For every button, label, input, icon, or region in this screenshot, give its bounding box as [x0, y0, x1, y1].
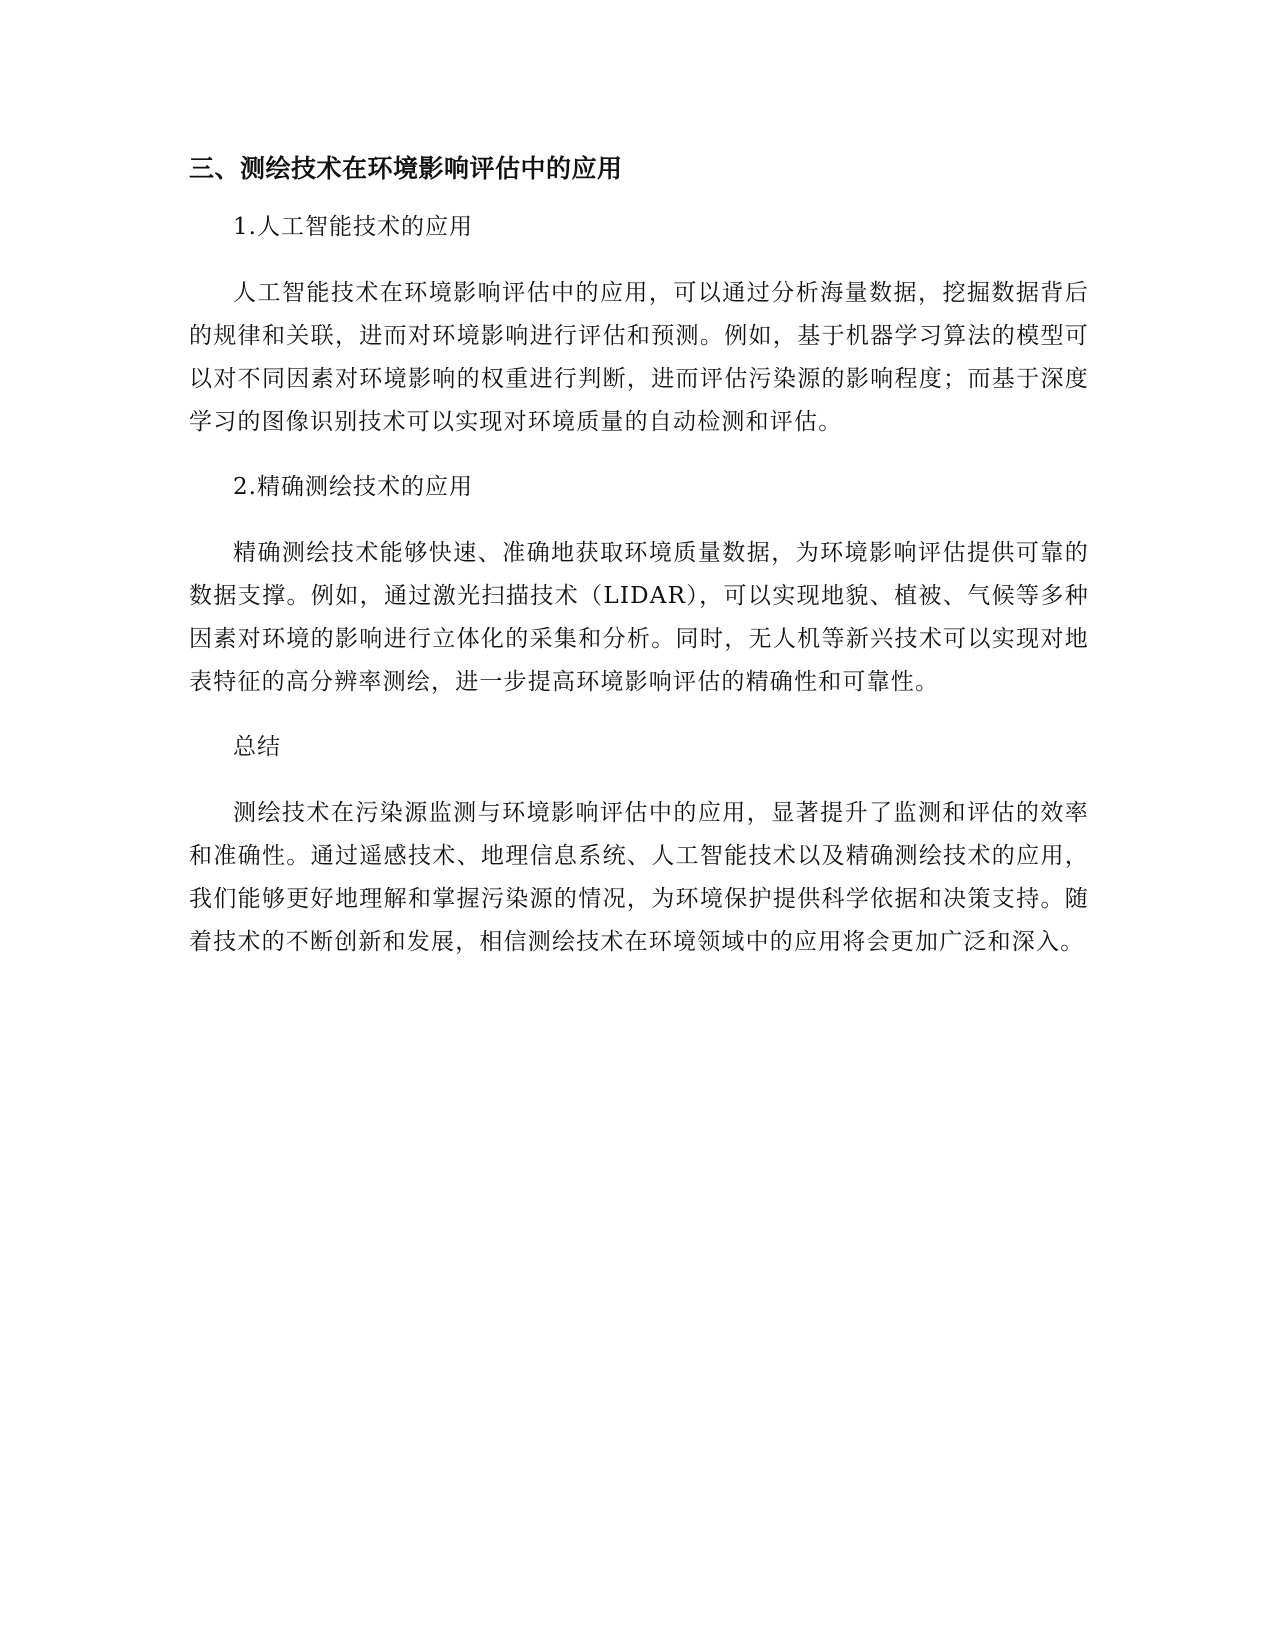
subheading-summary: 总结 — [233, 734, 281, 760]
paragraph-precise-surveying: 精确测绘技术能够快速、准确地获取环境质量数据，为环境影响评估提供可靠的数据支撑。例如，通过激光扫描技术（LIDAR），可以实现地貌、植被、气候等多种因素对环境的影响进行立体化的采集和分析。同时，无人机等新兴技术可以实现对地表特征的高分辨率测绘，进一步提高环境影响评估的精确性和可靠性。 — [189, 540, 1089, 695]
section-title: 三、测绘技术在环境影响评估中的应用 — [189, 154, 623, 183]
subheading-ai-technology: 1.人工智能技术的应用 — [233, 214, 473, 240]
paragraph-ai-technology: 人工智能技术在环境影响评估中的应用，可以通过分析海量数据，挖掘数据背后的规律和关联，进而对环境影响进行评估和预测。例如，基于机器学习算法的模型可以对不同因素对环境影响的权重进行判断，进而评估污染源的影响程度；而基于深度学习的图像识别技术可以实现对环境质量的自动检测和评估。 — [189, 280, 1089, 435]
paragraph-summary: 测绘技术在污染源监测与环境影响评估中的应用，显著提升了监测和评估的效率和准确性。通过遥感技术、地理信息系统、人工智能技术以及精确测绘技术的应用，我们能够更好地理解和掌握污染源的情况，为环境保护提供科学依据和决策支持。随着技术的不断创新和发展，相信测绘技术在环境领域中的应用将会更加广泛和深入。 — [189, 800, 1089, 955]
document-body — [189, 152, 1089, 990]
subheading-precise-surveying: 2.精确测绘技术的应用 — [233, 474, 473, 500]
